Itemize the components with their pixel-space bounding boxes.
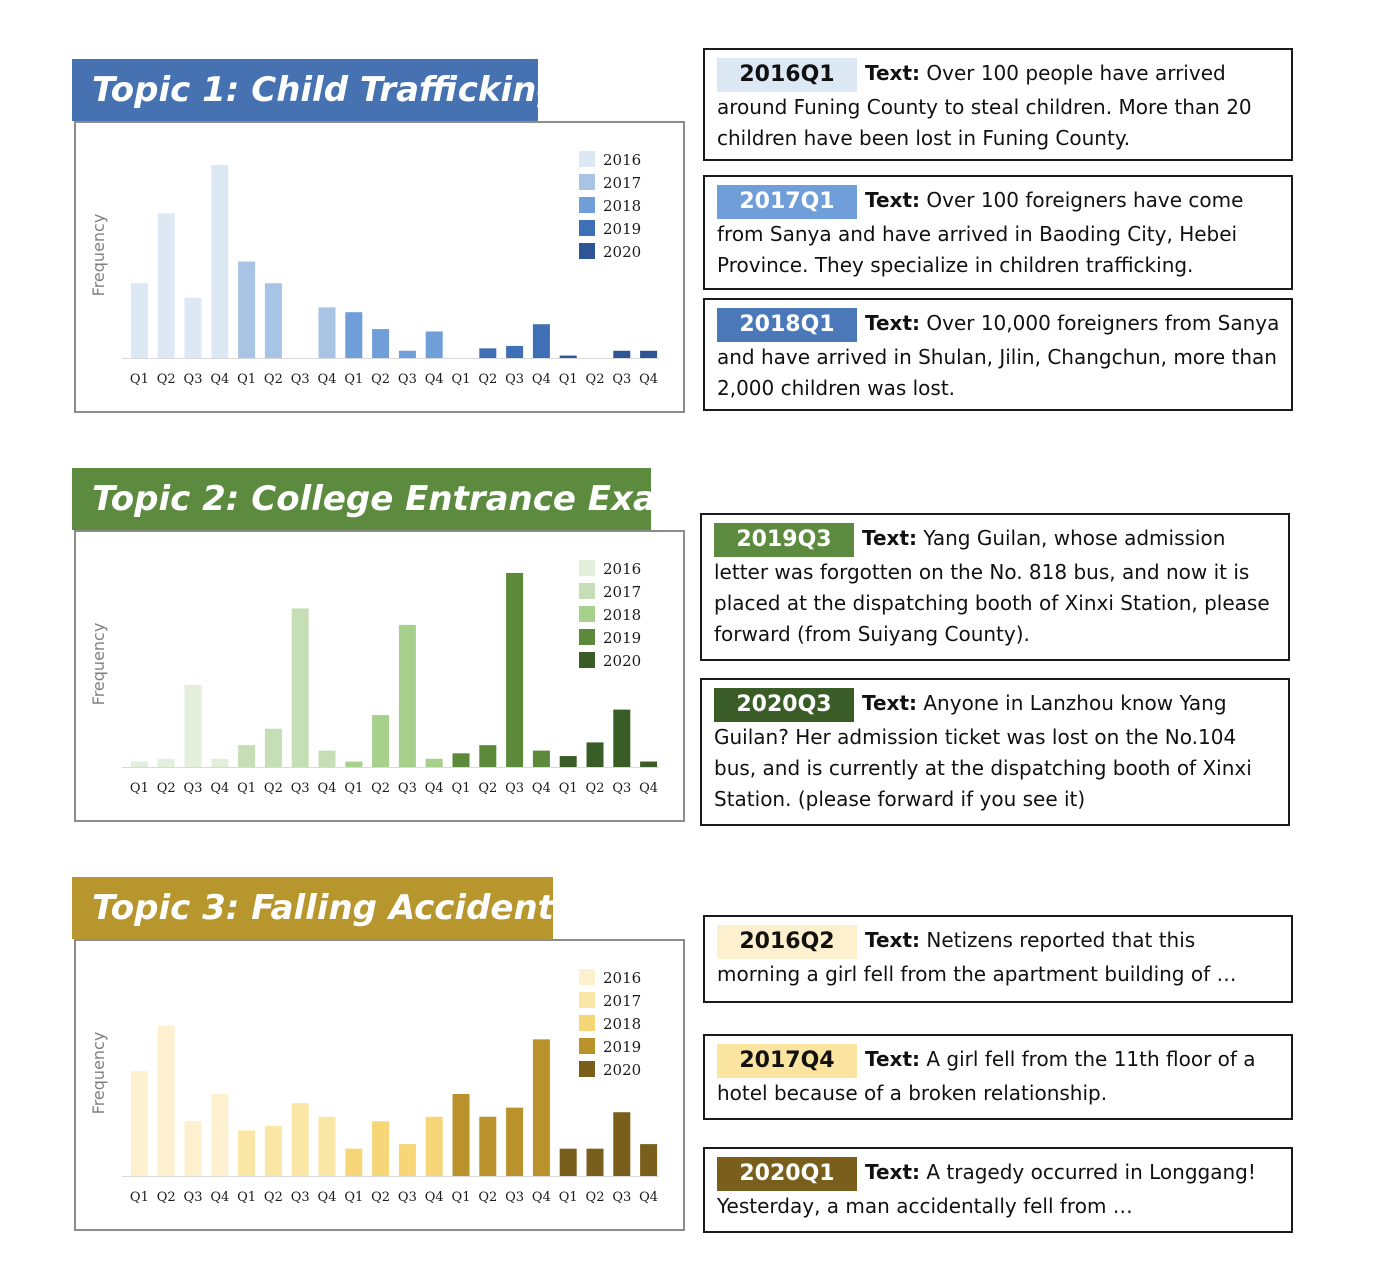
legend-swatch-2018 bbox=[579, 1015, 595, 1031]
note-label: Text: bbox=[865, 1160, 921, 1184]
x-tick-label: Q4 bbox=[317, 781, 337, 796]
x-tick-label: Q2 bbox=[478, 781, 498, 796]
bar-2018-Q1 bbox=[345, 312, 362, 358]
bar-2016-Q4 bbox=[211, 165, 228, 358]
x-tick-label: Q3 bbox=[290, 1190, 310, 1205]
x-tick-label: Q4 bbox=[317, 1190, 337, 1205]
bar-2020-Q3 bbox=[613, 1112, 630, 1176]
topic-2-header: Topic 2: College Entrance Exam bbox=[72, 468, 651, 530]
bar-2017-Q1 bbox=[238, 262, 255, 358]
legend-label-2017: 2017 bbox=[603, 174, 642, 192]
x-tick-label: Q2 bbox=[156, 372, 176, 387]
bar-2018-Q3 bbox=[399, 625, 416, 767]
bar-2018-Q1 bbox=[345, 762, 362, 767]
bar-2018-Q4 bbox=[426, 331, 443, 358]
x-tick-label: Q4 bbox=[531, 1190, 551, 1205]
legend-label-2018: 2018 bbox=[603, 1015, 642, 1033]
note-text: Over 100 foreigners have come from Sanya and have arrived in Baoding City, Hebei Province. They specialize in children trafficking. bbox=[717, 188, 1244, 277]
x-tick-label: Q2 bbox=[371, 1190, 391, 1205]
legend-swatch-2017 bbox=[579, 583, 595, 599]
bar-2019-Q2 bbox=[479, 348, 496, 358]
bar-2018-Q3 bbox=[399, 351, 416, 358]
x-tick-label: Q1 bbox=[451, 372, 471, 387]
bar-2018-Q3 bbox=[399, 1144, 416, 1176]
bar-2018-Q2 bbox=[372, 1121, 389, 1176]
note-text: Over 10,000 foreigners from Sanya and have arrived in Shulan, Jilin, Changchun, more than 2,000 children was lost. bbox=[717, 311, 1280, 400]
bar-2018-Q1 bbox=[345, 1149, 362, 1176]
x-tick-label: Q3 bbox=[290, 781, 310, 796]
x-tick-label: Q1 bbox=[129, 372, 149, 387]
legend-label-2016: 2016 bbox=[603, 969, 642, 987]
bar-2016-Q1 bbox=[131, 1071, 148, 1176]
bar-2019-Q4 bbox=[533, 324, 550, 358]
legend-label-2019: 2019 bbox=[603, 1038, 642, 1056]
x-tick-label: Q3 bbox=[612, 1190, 632, 1205]
legend-label-2020: 2020 bbox=[603, 1061, 642, 1079]
note-text: Over 100 people have arrived around Funing County to steal children. More than 20 children have been lost in Funing County. bbox=[717, 61, 1252, 150]
x-tick-label: Q1 bbox=[451, 781, 471, 796]
note-2018q1 bbox=[703, 298, 1293, 411]
note-text: Netizens reported that this morning a girl fell from the apartment building of … bbox=[717, 928, 1237, 986]
bar-2020-Q1 bbox=[560, 756, 577, 767]
legend-label-2020: 2020 bbox=[603, 243, 642, 261]
x-tick-label: Q4 bbox=[424, 1190, 444, 1205]
bar-2017-Q4 bbox=[319, 1117, 336, 1176]
bar-2016-Q2 bbox=[158, 759, 175, 767]
note-2020q1 bbox=[703, 1147, 1293, 1233]
note-label: Text: bbox=[862, 691, 918, 715]
x-tick-label: Q1 bbox=[129, 1190, 149, 1205]
legend-swatch-2016 bbox=[579, 969, 595, 985]
x-tick-label: Q3 bbox=[505, 781, 525, 796]
note-badge: 2019Q3 bbox=[714, 523, 854, 557]
legend-swatch-2018 bbox=[579, 197, 595, 213]
x-tick-label: Q4 bbox=[424, 781, 444, 796]
x-tick-label: Q2 bbox=[156, 781, 176, 796]
x-tick-label: Q4 bbox=[210, 781, 230, 796]
note-label: Text: bbox=[865, 928, 921, 952]
legend-swatch-2016 bbox=[579, 560, 595, 576]
legend-label-2016: 2016 bbox=[603, 151, 642, 169]
y-axis-title: Frequency bbox=[89, 622, 108, 706]
topic-3-chart-svg bbox=[76, 941, 687, 1233]
bar-2016-Q2 bbox=[158, 213, 175, 358]
x-tick-label: Q3 bbox=[505, 1190, 525, 1205]
bar-2020-Q4 bbox=[640, 351, 657, 358]
legend-swatch-2019 bbox=[579, 220, 595, 236]
bar-2020-Q2 bbox=[587, 1149, 604, 1176]
x-tick-label: Q1 bbox=[344, 372, 364, 387]
note-badge: 2020Q3 bbox=[714, 688, 854, 722]
x-tick-label: Q4 bbox=[424, 372, 444, 387]
legend-label-2019: 2019 bbox=[603, 629, 642, 647]
legend-label-2017: 2017 bbox=[603, 992, 642, 1010]
legend-swatch-2020 bbox=[579, 1061, 595, 1077]
x-tick-label: Q2 bbox=[585, 1190, 605, 1205]
bar-2016-Q3 bbox=[185, 685, 202, 767]
legend-swatch-2017 bbox=[579, 174, 595, 190]
bar-2020-Q1 bbox=[560, 356, 577, 358]
x-tick-label: Q3 bbox=[612, 372, 632, 387]
x-tick-label: Q1 bbox=[237, 1190, 257, 1205]
bar-2016-Q4 bbox=[211, 759, 228, 767]
bar-2017-Q2 bbox=[265, 729, 282, 767]
topic-3-header: Topic 3: Falling Accident bbox=[72, 877, 553, 939]
x-tick-label: Q2 bbox=[585, 372, 605, 387]
note-label: Text: bbox=[865, 311, 921, 335]
note-2016q1 bbox=[703, 48, 1293, 161]
x-tick-label: Q2 bbox=[263, 781, 283, 796]
x-tick-label: Q1 bbox=[129, 781, 149, 796]
bar-2018-Q4 bbox=[426, 1117, 443, 1176]
note-text: A girl fell from the 11th floor of a hotel because of a broken relationship. bbox=[717, 1047, 1256, 1105]
legend-label-2016: 2016 bbox=[603, 560, 642, 578]
legend-swatch-2017 bbox=[579, 992, 595, 1008]
x-tick-label: Q4 bbox=[210, 372, 230, 387]
bar-2020-Q2 bbox=[587, 742, 604, 767]
bar-2019-Q3 bbox=[506, 1108, 523, 1176]
x-tick-label: Q3 bbox=[505, 372, 525, 387]
legend-swatch-2018 bbox=[579, 606, 595, 622]
bar-2019-Q2 bbox=[479, 1117, 496, 1176]
note-badge: 2017Q4 bbox=[717, 1044, 857, 1078]
note-2017q1 bbox=[703, 175, 1293, 290]
bar-2020-Q1 bbox=[560, 1149, 577, 1176]
bar-2016-Q3 bbox=[185, 298, 202, 358]
x-tick-label: Q1 bbox=[558, 372, 578, 387]
bar-2020-Q4 bbox=[640, 1144, 657, 1176]
x-tick-label: Q4 bbox=[639, 372, 659, 387]
bar-2020-Q3 bbox=[613, 710, 630, 767]
bar-2019-Q4 bbox=[533, 751, 550, 767]
x-tick-label: Q3 bbox=[397, 781, 417, 796]
bar-2016-Q2 bbox=[158, 1026, 175, 1176]
x-tick-label: Q2 bbox=[478, 372, 498, 387]
legend-label-2017: 2017 bbox=[603, 583, 642, 601]
bar-2018-Q2 bbox=[372, 715, 389, 767]
note-label: Text: bbox=[865, 61, 921, 85]
bar-2016-Q1 bbox=[131, 762, 148, 767]
legend-label-2018: 2018 bbox=[603, 606, 642, 624]
x-tick-label: Q4 bbox=[210, 1190, 230, 1205]
y-axis-title: Frequency bbox=[89, 213, 108, 297]
legend-swatch-2020 bbox=[579, 652, 595, 668]
note-2020q3 bbox=[700, 678, 1290, 826]
topic-3-chart bbox=[74, 939, 685, 1231]
x-tick-label: Q1 bbox=[344, 1190, 364, 1205]
x-tick-label: Q3 bbox=[183, 372, 203, 387]
bar-2017-Q1 bbox=[238, 1130, 255, 1176]
x-tick-label: Q4 bbox=[639, 1190, 659, 1205]
x-tick-label: Q4 bbox=[639, 781, 659, 796]
note-badge: 2017Q1 bbox=[717, 185, 857, 219]
bar-2017-Q1 bbox=[238, 745, 255, 767]
note-text: Yang Guilan, whose admission letter was forgotten on the No. 818 bus, and now it is placed at the dispatching booth of Xinxi Station, please forward (from Suiyang County). bbox=[714, 526, 1270, 646]
note-text: Anyone in Lanzhou know Yang Guilan? Her admission ticket was lost on the No.104 bus, and is currently at the dispatching booth of Xinxi Station. (please forward if you see it) bbox=[714, 691, 1252, 811]
legend-swatch-2019 bbox=[579, 629, 595, 645]
x-tick-label: Q1 bbox=[237, 781, 257, 796]
legend-label-2018: 2018 bbox=[603, 197, 642, 215]
note-label: Text: bbox=[862, 526, 918, 550]
bar-2017-Q4 bbox=[319, 307, 336, 358]
legend-swatch-2020 bbox=[579, 243, 595, 259]
legend-swatch-2016 bbox=[579, 151, 595, 167]
bar-2019-Q3 bbox=[506, 346, 523, 358]
note-badge: 2016Q1 bbox=[717, 58, 857, 92]
note-2016q2 bbox=[703, 915, 1293, 1003]
bar-2019-Q1 bbox=[453, 1094, 470, 1176]
x-tick-label: Q4 bbox=[317, 372, 337, 387]
note-label: Text: bbox=[865, 1047, 921, 1071]
bar-2019-Q3 bbox=[506, 573, 523, 767]
topic-1-chart-svg bbox=[76, 123, 687, 415]
topic-1-header: Topic 1: Child Trafficking bbox=[72, 59, 538, 121]
bar-2017-Q3 bbox=[292, 608, 309, 767]
note-label: Text: bbox=[865, 188, 921, 212]
x-tick-label: Q4 bbox=[531, 781, 551, 796]
x-tick-label: Q3 bbox=[397, 1190, 417, 1205]
bar-2019-Q2 bbox=[479, 745, 496, 767]
bar-2019-Q4 bbox=[533, 1039, 550, 1176]
x-tick-label: Q2 bbox=[156, 1190, 176, 1205]
note-badge: 2016Q2 bbox=[717, 925, 857, 959]
topic-2-chart-svg bbox=[76, 532, 687, 824]
note-badge: 2020Q1 bbox=[717, 1157, 857, 1191]
x-tick-label: Q1 bbox=[558, 781, 578, 796]
bar-2016-Q4 bbox=[211, 1094, 228, 1176]
topic-2-chart bbox=[74, 530, 685, 822]
x-tick-label: Q3 bbox=[397, 372, 417, 387]
x-tick-label: Q2 bbox=[371, 372, 391, 387]
bar-2016-Q1 bbox=[131, 283, 148, 358]
x-tick-label: Q3 bbox=[290, 372, 310, 387]
note-badge: 2018Q1 bbox=[717, 308, 857, 342]
x-tick-label: Q1 bbox=[344, 781, 364, 796]
bar-2018-Q2 bbox=[372, 329, 389, 358]
x-tick-label: Q2 bbox=[478, 1190, 498, 1205]
note-text: A tragedy occurred in Longgang! Yesterday, a man accidentally fell from … bbox=[717, 1160, 1256, 1218]
x-tick-label: Q3 bbox=[183, 1190, 203, 1205]
bar-2017-Q4 bbox=[319, 751, 336, 767]
legend-label-2019: 2019 bbox=[603, 220, 642, 238]
bar-2020-Q4 bbox=[640, 762, 657, 767]
x-tick-label: Q3 bbox=[183, 781, 203, 796]
x-tick-label: Q4 bbox=[531, 372, 551, 387]
x-tick-label: Q2 bbox=[263, 372, 283, 387]
bar-2017-Q3 bbox=[292, 1103, 309, 1176]
x-tick-label: Q1 bbox=[558, 1190, 578, 1205]
legend-label-2020: 2020 bbox=[603, 652, 642, 670]
x-tick-label: Q2 bbox=[585, 781, 605, 796]
bar-2019-Q1 bbox=[453, 753, 470, 767]
note-2017q4 bbox=[703, 1034, 1293, 1120]
topic-1-chart bbox=[74, 121, 685, 413]
bar-2020-Q3 bbox=[613, 351, 630, 358]
bar-2017-Q2 bbox=[265, 1126, 282, 1176]
y-axis-title: Frequency bbox=[89, 1031, 108, 1115]
note-2019q3 bbox=[700, 513, 1290, 661]
x-tick-label: Q1 bbox=[451, 1190, 471, 1205]
legend-swatch-2019 bbox=[579, 1038, 595, 1054]
x-tick-label: Q1 bbox=[237, 372, 257, 387]
bar-2017-Q2 bbox=[265, 283, 282, 358]
x-tick-label: Q2 bbox=[371, 781, 391, 796]
bar-2016-Q3 bbox=[185, 1121, 202, 1176]
x-tick-label: Q3 bbox=[612, 781, 632, 796]
bar-2018-Q4 bbox=[426, 759, 443, 767]
x-tick-label: Q2 bbox=[263, 1190, 283, 1205]
